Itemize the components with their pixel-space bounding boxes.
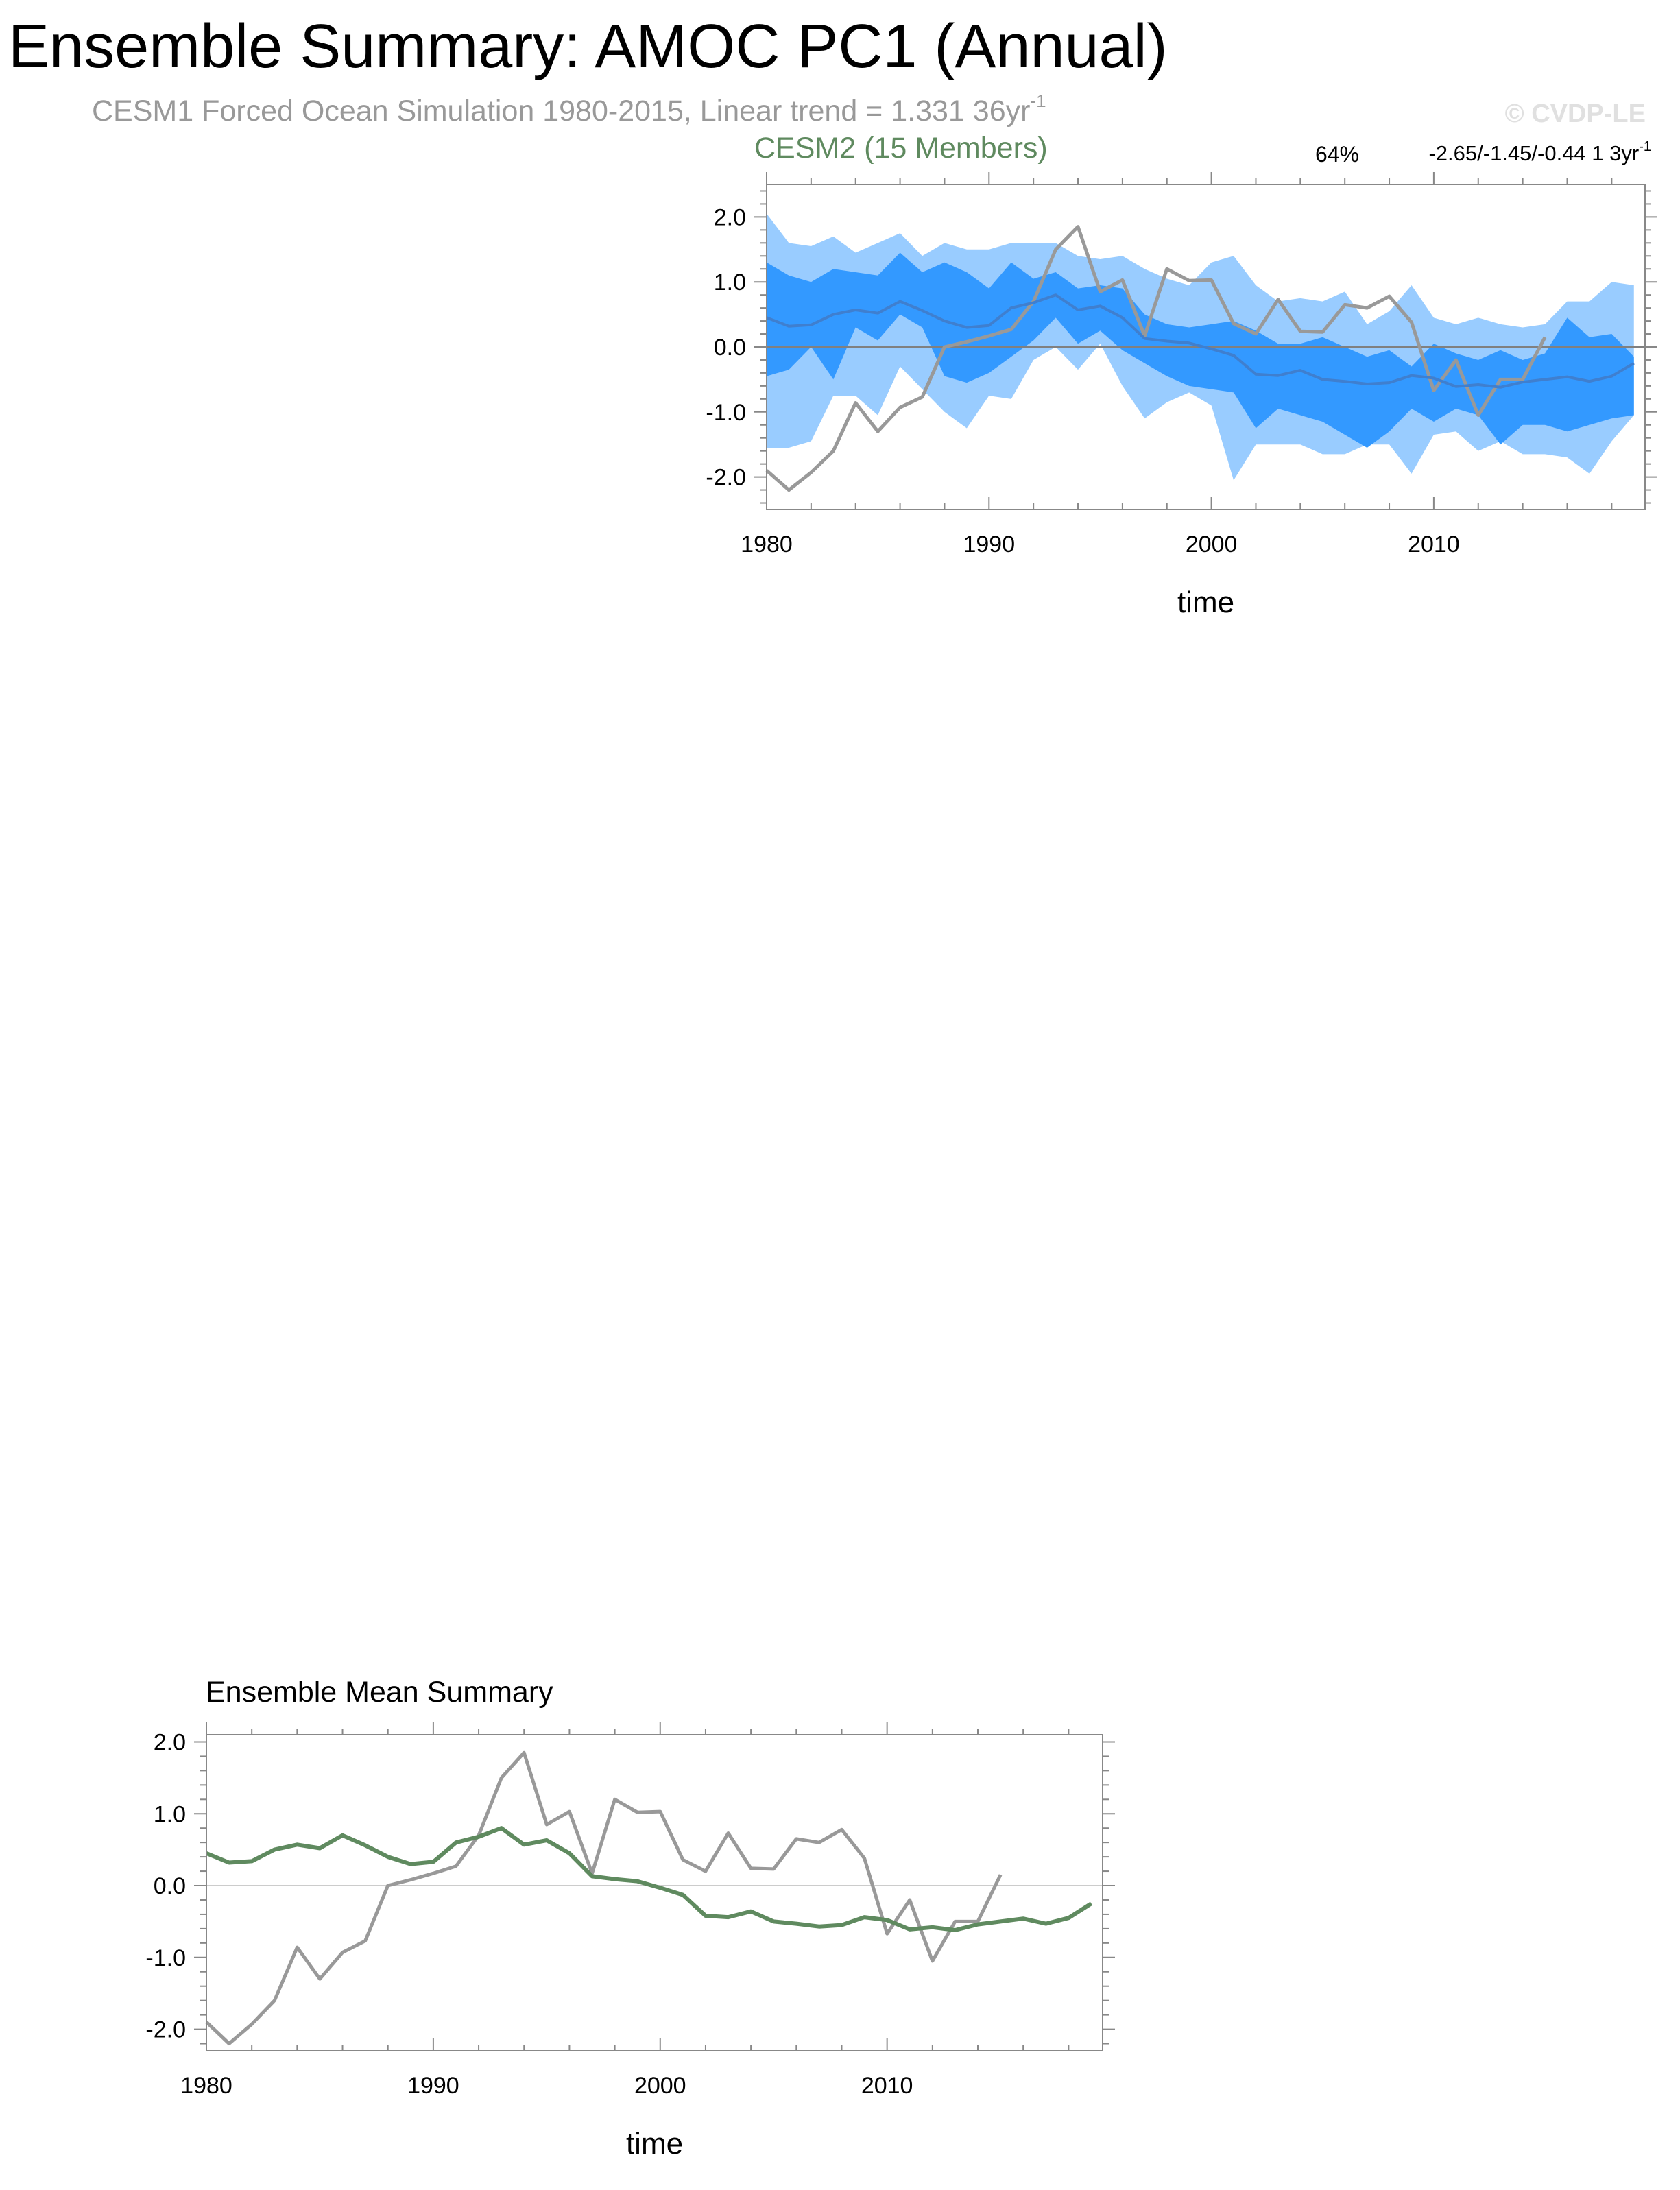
trend-range-superscript: -1 xyxy=(1639,139,1651,154)
ensemble-member-panel xyxy=(706,132,1657,619)
x-tick-label: 1980 xyxy=(741,531,793,557)
x-tick-label: 2000 xyxy=(634,2073,686,2099)
y-tick-label: -1.0 xyxy=(145,1945,186,1971)
trend-range-text: -2.65/-1.45/-0.44 1 3yr xyxy=(1428,141,1640,165)
y-tick-label: 0.0 xyxy=(153,1873,186,1900)
figure-title: Ensemble Summary: AMOC PC1 (Annual) xyxy=(8,12,1168,81)
y-tick-label: 2.0 xyxy=(713,204,746,231)
x-tick-label: 2010 xyxy=(1408,531,1460,557)
x-tick-label: 2010 xyxy=(861,2073,913,2099)
y-tick-label: 2.0 xyxy=(153,1729,186,1756)
y-tick-label: -2.0 xyxy=(145,2017,186,2043)
y-tick-label: 1.0 xyxy=(713,269,746,296)
y-tick-label: 1.0 xyxy=(153,1801,186,1828)
panel-right-label-trend xyxy=(1428,139,1651,165)
observation-line xyxy=(206,1753,1000,2043)
ensemble-mean-line xyxy=(206,1828,1092,1930)
ensemble-mean-panel xyxy=(145,1676,1115,2161)
axis-ticks xyxy=(145,1722,1115,2099)
panel-title: Ensemble Mean Summary xyxy=(206,1676,553,1709)
x-tick-label: 1990 xyxy=(963,531,1016,557)
subtitle-text: CESM1 Forced Ocean Simulation 1980-2015, Linear trend = 1.331 36yr xyxy=(92,95,1031,128)
panel-label: CESM2 (15 Members) xyxy=(754,132,1048,165)
y-tick-label: -1.0 xyxy=(706,399,746,426)
x-axis-label: time xyxy=(625,2127,684,2161)
plot-frame xyxy=(206,1735,1103,2051)
x-tick-label: 1990 xyxy=(407,2073,459,2099)
x-tick-label: 2000 xyxy=(1185,531,1238,557)
figure-subtitle xyxy=(92,91,1046,128)
x-tick-label: 1980 xyxy=(180,2073,232,2099)
panel-right-label-percent: 64% xyxy=(1315,142,1360,167)
y-tick-label: 0.0 xyxy=(713,335,746,361)
y-tick-label: -2.0 xyxy=(706,464,746,491)
series-lines xyxy=(206,1753,1092,2043)
subtitle-superscript: -1 xyxy=(1030,91,1046,111)
x-axis-label: time xyxy=(1177,586,1235,619)
watermark: © CVDP-LE xyxy=(1504,99,1646,128)
